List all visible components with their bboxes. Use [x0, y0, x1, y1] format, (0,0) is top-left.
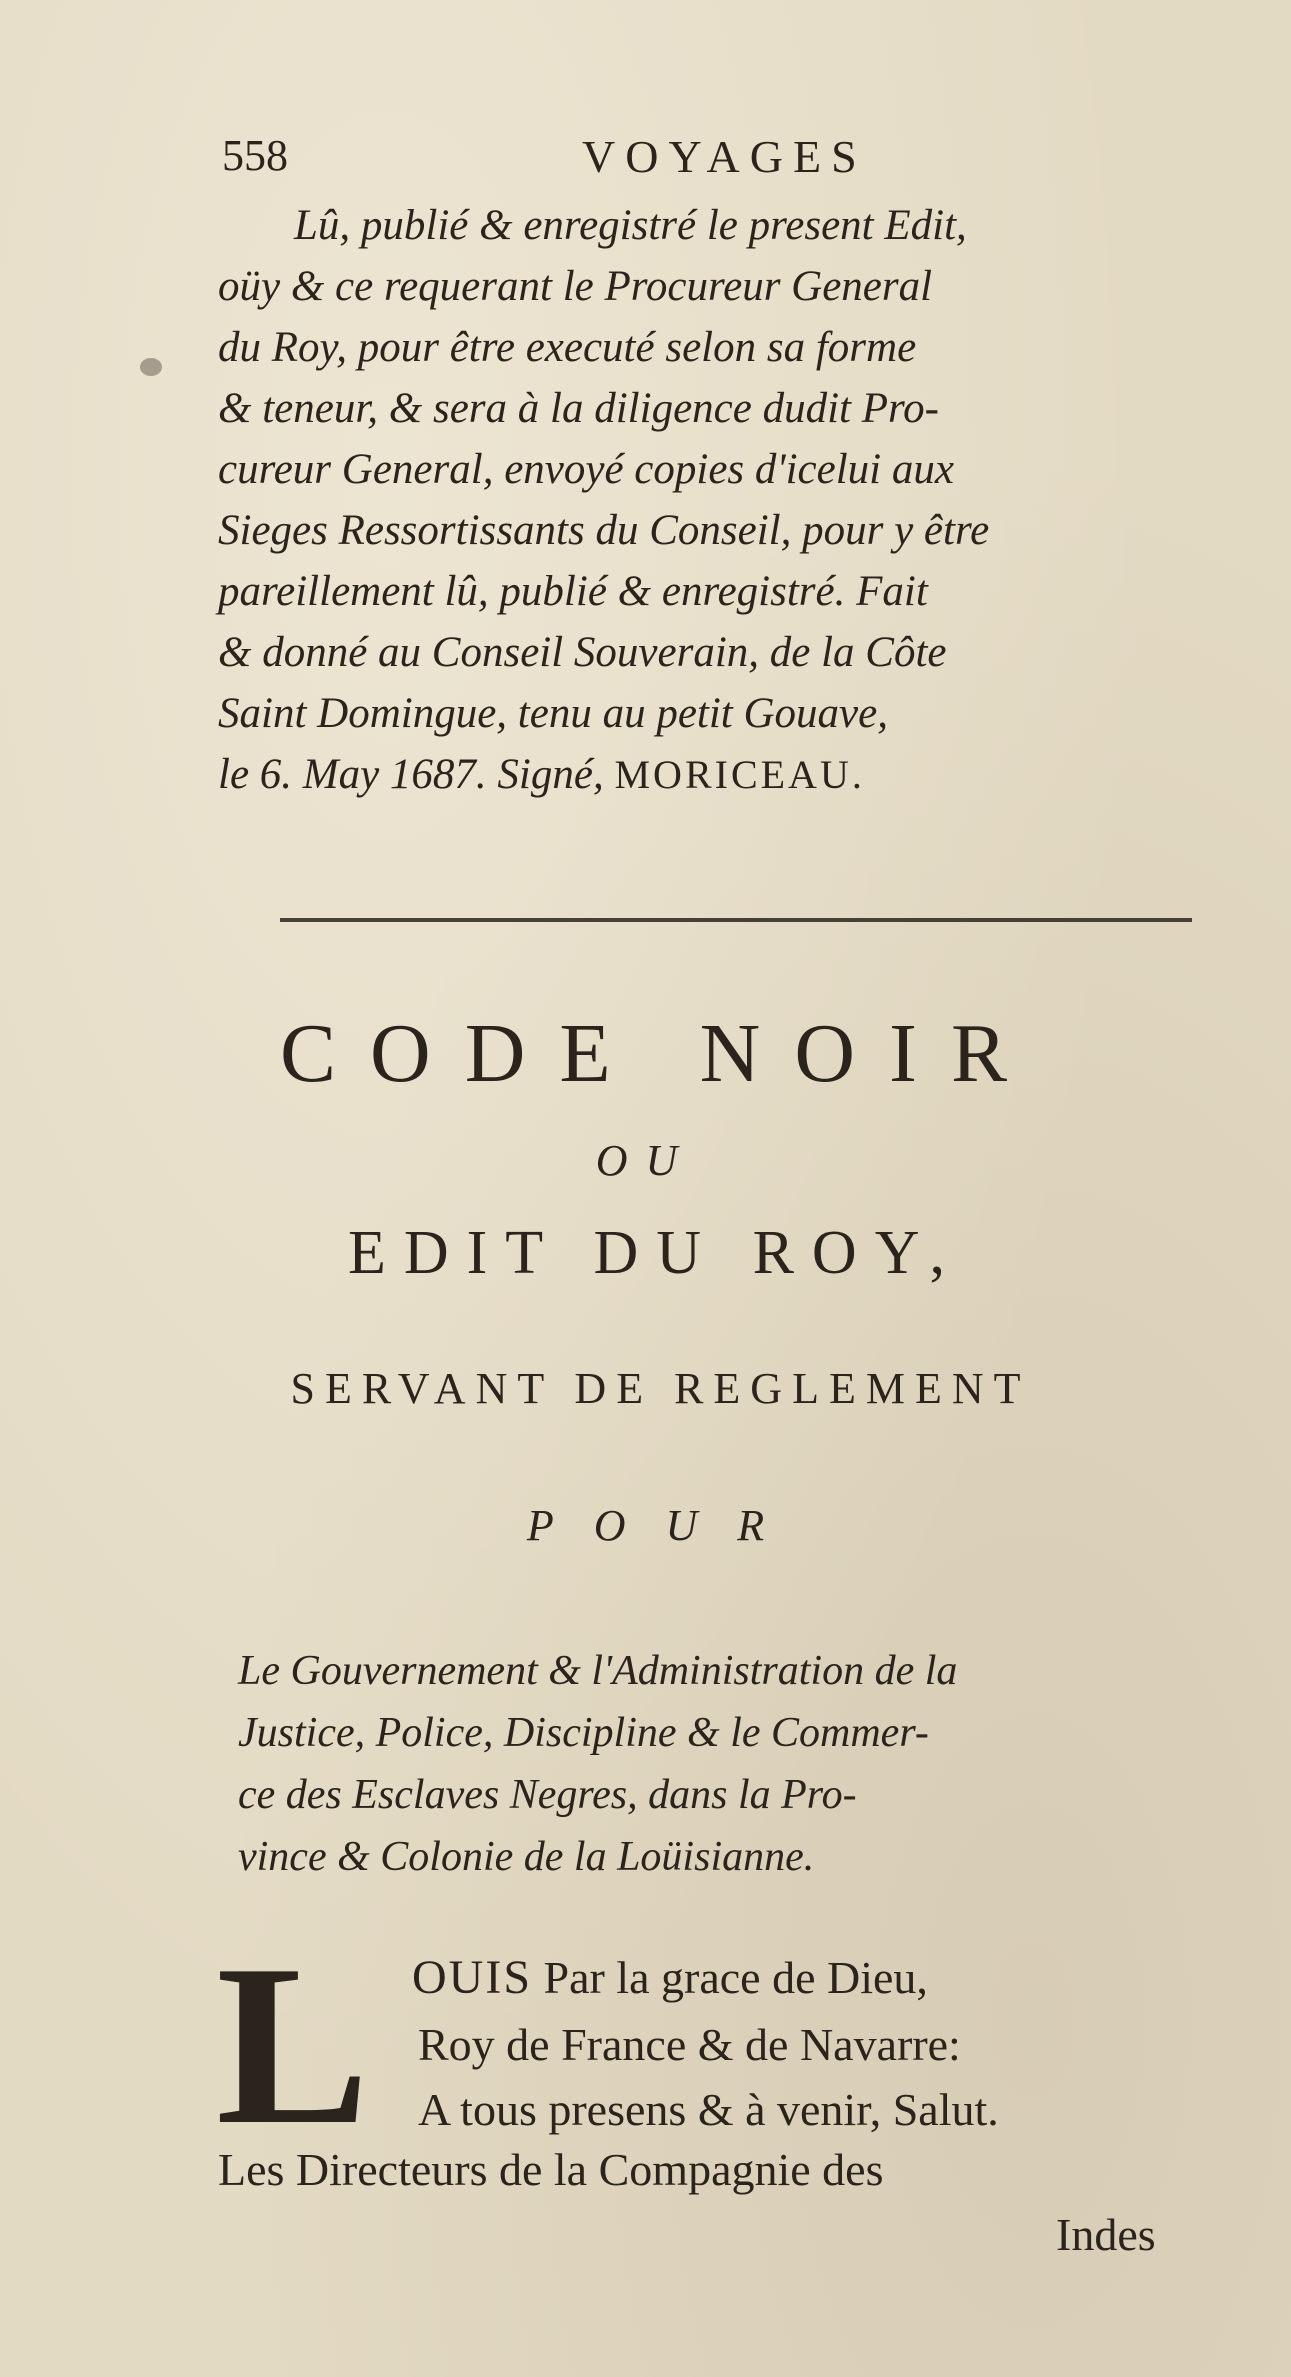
decree-line: & teneur, & sera à la diligence dudit Pro- [218, 385, 939, 432]
decree-line: oüy & ce requerant le Procureur General [218, 263, 933, 310]
signature-name: MORICEAU. [614, 752, 865, 797]
decree-line: Saint Domingue, tenu au petit Gouave, [218, 690, 888, 737]
subject-line: Le Gouvernement & l'Administration de la [238, 1648, 958, 1694]
decree-line: Sieges Ressortissants du Conseil, pour y être [218, 507, 990, 554]
body-caps: OUIS [412, 1951, 533, 2004]
subject-line: ce des Esclaves Negres, dans la Pro- [238, 1772, 857, 1818]
body-line: Les Directeurs de la Compagnie des [218, 2144, 884, 2195]
decree-line: Lû, publié & enregistré le present Edit, [294, 202, 967, 249]
decree-line: pareillement lû, publié & enregistré. Fait [218, 568, 928, 615]
decree-date: le 6. May 1687. Signé, [218, 751, 604, 798]
main-heading: CODE NOIR [280, 1007, 1041, 1100]
registration-decree [218, 195, 1198, 805]
catchword: Indes [1056, 2209, 1156, 2260]
decree-line: du Roy, pour être executé selon sa forme [218, 324, 917, 371]
running-title: VOYAGES [582, 131, 867, 182]
body-text: Par la grace de Dieu, [543, 1952, 928, 2003]
body-line: Roy de France & de Navarre: [418, 2019, 961, 2070]
running-head [222, 130, 982, 190]
paper-mark [140, 358, 162, 376]
decree-date-line [218, 744, 1198, 805]
decree-line: cureur General, envoyé copies d'icelui aux [218, 446, 954, 493]
section-rule [280, 918, 1192, 922]
heading-edit: EDIT DU ROY, [347, 1219, 963, 1287]
page-number: 558 [222, 131, 288, 180]
subject-line: Justice, Police, Discipline & le Commer- [238, 1710, 929, 1756]
heading-servant: SERVANT DE REGLEMENT [290, 1364, 1031, 1413]
subject-paragraph [226, 1640, 1206, 1888]
body-line [412, 1950, 928, 2005]
heading-pour: POUR [526, 1501, 805, 1550]
drop-cap: L [216, 1917, 370, 2172]
body-line: A tous presens & à venir, Salut. [418, 2084, 999, 2135]
subject-line: vince & Colonie de la Loüisianne. [238, 1834, 815, 1880]
heading-ou: OU [595, 1136, 696, 1185]
decree-line: & donné au Conseil Souverain, de la Côte [218, 629, 947, 676]
